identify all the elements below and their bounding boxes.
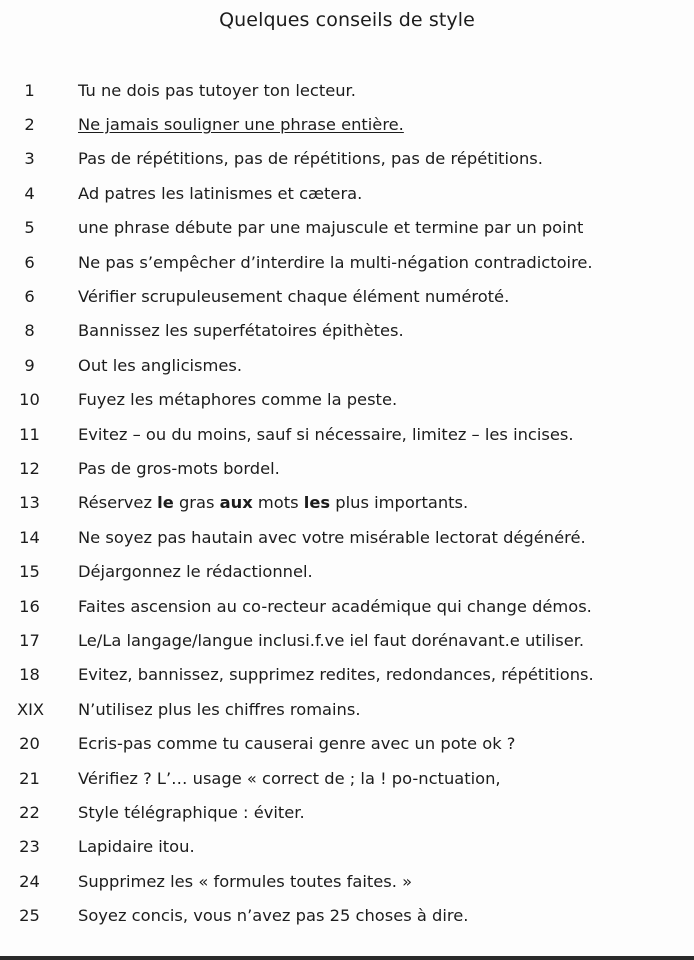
item-number: 2 <box>24 115 35 135</box>
item-text: Evitez – ou du moins, sauf si nécessaire, limitez – les incises. <box>78 424 574 444</box>
list-item <box>0 383 694 417</box>
item-number: 8 <box>24 321 35 341</box>
item-text: Bannissez les superfétatoires épithètes. <box>78 321 404 341</box>
item-text: Ne soyez pas hautain avec votre misérable lectorat dégénéré. <box>78 527 586 547</box>
list-item <box>0 795 694 829</box>
item-text: Evitez, bannissez, supprimez redites, redondances, répétitions. <box>78 665 594 685</box>
list-item <box>0 864 694 898</box>
bold-word: le <box>157 493 174 513</box>
item-number: 15 <box>19 562 40 582</box>
list-item <box>0 314 694 348</box>
item-number: 4 <box>24 183 35 203</box>
item-number: 1 <box>24 80 35 100</box>
text-part: plus importants. <box>330 493 469 513</box>
list-item <box>0 451 694 485</box>
item-number: 13 <box>19 493 40 513</box>
item-number: 3 <box>24 149 35 169</box>
list-item <box>0 830 694 864</box>
text-part: gras <box>173 493 220 513</box>
item-number: 22 <box>19 802 40 822</box>
bold-word: aux <box>219 493 253 513</box>
list-item <box>0 726 694 760</box>
item-number: 16 <box>19 596 40 616</box>
list-item <box>0 623 694 657</box>
item-text: Fuyez les métaphores comme la peste. <box>78 390 398 410</box>
item-text: Style télégraphique : éviter. <box>78 802 305 822</box>
tips-list <box>0 73 694 933</box>
text-part: Réservez <box>78 493 158 513</box>
list-item <box>0 658 694 692</box>
item-number: 18 <box>19 665 40 685</box>
item-text: Ne pas s’empêcher d’interdire la multi-négation contradictoire. <box>78 252 593 272</box>
item-number: 5 <box>24 218 35 238</box>
list-item <box>0 73 694 107</box>
item-number: 24 <box>19 871 40 891</box>
item-number: 25 <box>19 906 40 926</box>
list-item <box>0 142 694 176</box>
item-number: 6 <box>24 252 35 272</box>
item-number: 17 <box>19 630 40 650</box>
item-text: Vérifier scrupuleusement chaque élément numéroté. <box>78 287 510 307</box>
item-number: 21 <box>19 768 40 788</box>
list-item <box>0 898 694 932</box>
item-text: Déjargonnez le rédactionnel. <box>78 562 313 582</box>
item-text: Tu ne dois pas tutoyer ton lecteur. <box>78 80 356 100</box>
list-item <box>0 520 694 554</box>
page-title: Quelques conseils de style <box>219 9 475 31</box>
list-item <box>0 589 694 623</box>
list-item <box>0 245 694 279</box>
item-number: 20 <box>19 734 40 754</box>
item-text: Soyez concis, vous n’avez pas 25 choses à dire. <box>78 906 469 926</box>
item-number: 14 <box>19 527 40 547</box>
item-number: XIX <box>16 699 45 719</box>
item-text: Pas de répétitions, pas de répétitions, pas de répétitions. <box>78 149 543 169</box>
list-item <box>0 554 694 588</box>
item-text: Lapidaire itou. <box>78 837 195 857</box>
item-number: 9 <box>24 355 35 375</box>
item-text: une phrase débute par une majuscule et termine par un point <box>78 218 584 238</box>
item-number: 11 <box>19 424 40 444</box>
list-item <box>0 211 694 245</box>
item-text: Pas de gros-mots bordel. <box>78 458 280 478</box>
item-text-underlined: Ne jamais souligner une phrase entière. <box>78 115 404 135</box>
item-text: N’utilisez plus les chiffres romains. <box>78 699 361 719</box>
list-item <box>0 279 694 313</box>
item-text: Ad patres les latinismes et cætera. <box>78 183 363 203</box>
item-number: 6 <box>24 287 35 307</box>
item-text: Supprimez les « formules toutes faites. » <box>78 871 413 891</box>
item-number: 23 <box>19 837 40 857</box>
item-number: 12 <box>19 458 40 478</box>
list-item <box>0 176 694 210</box>
list-item <box>0 692 694 726</box>
bold-word: les <box>303 493 331 513</box>
list-item <box>0 761 694 795</box>
item-text: Vérifiez ? L’… usage « correct de ; la ! po-nctuation, <box>78 768 501 788</box>
item-text-mixed-bold <box>67 493 694 512</box>
bottom-divider <box>0 956 694 960</box>
list-item <box>0 417 694 451</box>
item-text: Ecris-pas comme tu causerai genre avec un pote ok ? <box>78 734 516 754</box>
item-number: 10 <box>19 390 40 410</box>
text-part: mots <box>252 493 304 513</box>
item-text: Le/La langage/langue inclusi.f.ve iel faut dorénavant.e utiliser. <box>78 630 585 650</box>
item-text: Faites ascension au co-recteur académique qui change démos. <box>78 596 592 616</box>
item-text: Out les anglicismes. <box>78 355 243 375</box>
list-item <box>0 107 694 141</box>
list-item <box>0 348 694 382</box>
list-item <box>0 486 694 520</box>
